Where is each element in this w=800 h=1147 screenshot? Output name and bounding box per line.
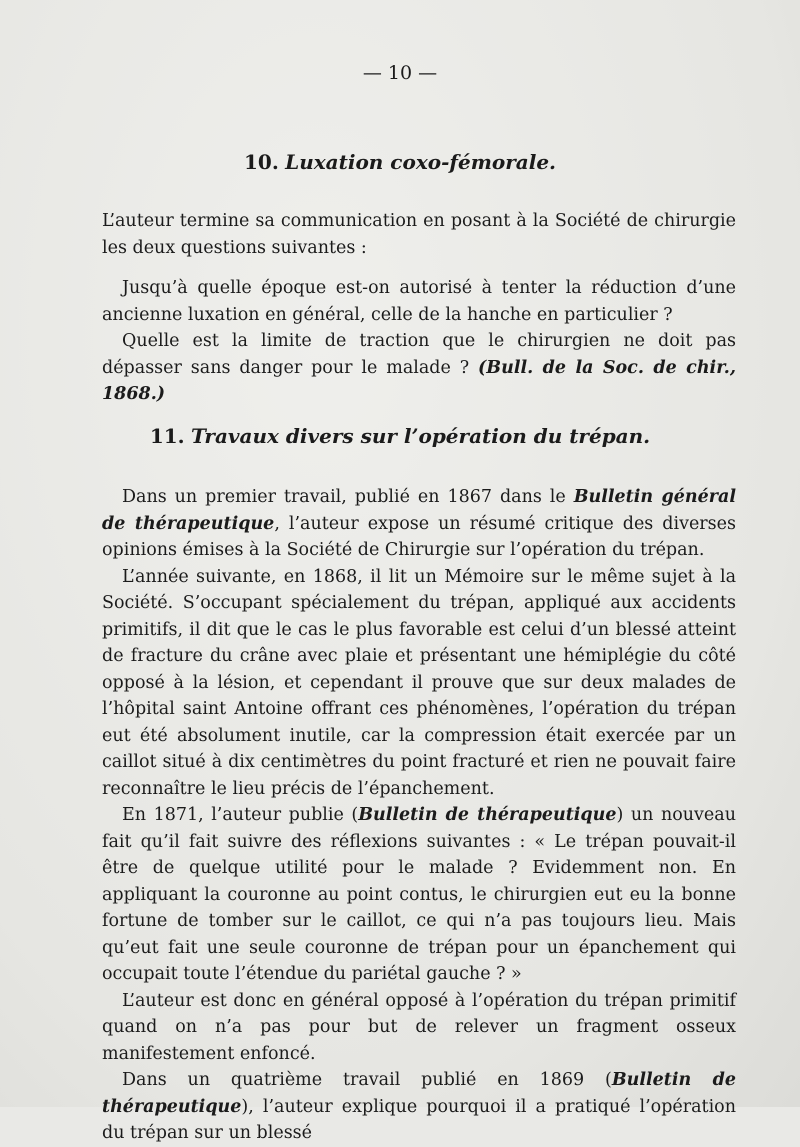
section-11-number: 11. [149, 424, 185, 448]
section-11-title: Travaux divers sur l’opération du trépan. [191, 424, 651, 448]
section-11-p5-a: Dans un quatrième travail publié en 1869 ( [122, 1070, 612, 1090]
section-11-body [102, 484, 736, 1147]
section-11-p1-citation: Bulletin général de thérapeutique [102, 487, 736, 534]
section-10-questions [102, 275, 736, 408]
section-10-paragraph-1: L’auteur termine sa communication en posant à la Société de chirurgie les deux questions suivantes : [102, 211, 736, 258]
section-11-paragraph-1 [102, 484, 736, 564]
section-10-paragraph-2: Jusqu’à quelle époque est-on autorisé à tenter la réduction d’une ancienne luxation en général, celle de la hanche en particulier ? [102, 278, 736, 325]
section-11-p1-a: Dans un premier travail, publié en 1867 dans le [122, 487, 574, 507]
section-10-paragraph-3 [102, 328, 736, 408]
section-10-number: 10. [243, 150, 279, 174]
section-10-title: Luxation coxo-fémorale. [285, 150, 556, 174]
section-11-heading [0, 424, 800, 448]
section-10-citation: (Bull. de la Soc. de chir., 1868.) [102, 357, 736, 404]
section-11-p5-b: ), l’auteur explique pourquoi il a pratiqué l’opération du trépan sur un blessé [102, 1096, 736, 1143]
section-11-p5-citation: Bulletin de thérapeutique [102, 1070, 736, 1117]
section-10-heading [0, 150, 800, 174]
section-11-p1-b: , l’auteur expose un résumé critique des diverses opinions émises à la Société de Chirurgie sur l’opération du trépan. [102, 513, 736, 560]
section-11-p3-a: En 1871, l’auteur publie ( [122, 805, 359, 825]
section-11-p3-b: ) un nouveau fait qu’il fait suivre des réflexions suivantes : « Le trépan pouvait-il être de quelque utilité pour le malade ? Evidemment non. En appliquant la couronne au point contus, le chirurgien eut eu la bonne fortune de tomber sur le caillot, ce qui n’a pas toujours lieu. Mais qu’eut fait une seule couronne de trépan pour un épanchement qui occupait toute l’étendue du pariétal gauche ? » [102, 805, 736, 984]
section-11-paragraph-4: L’auteur est donc en général opposé à l’opération du trépan primitif quand on n’a pas pour but de relever un fragment osseux manifestement enfoncé. [102, 990, 736, 1064]
section-11-paragraph-3 [102, 802, 736, 988]
section-10-body [102, 208, 736, 261]
section-10-p3-text: Quelle est la limite de traction que le chirurgien ne doit pas dépasser sans danger pour le malade ? [102, 331, 736, 378]
page-number: — 10 — [362, 62, 438, 84]
section-11-p3-citation: Bulletin de thérapeutique [358, 805, 617, 825]
section-11-paragraph-2: L’année suivante, en 1868, il lit un Mémoire sur le même sujet à la Société. S’occupant spécialement du trépan, appliqué aux accidents primitifs, il dit que le cas le plus favorable est celui d’un blessé atteint de fracture du crâne avec plaie et présentant une hémiplégie du côté opposé à la lésion, et cependant il prouve que sur deux malades de l’hôpital saint Antoine offrant ces phénomènes, l’opération du trépan eut été absolument inutile, car la compression était exercée par un caillot situé à dix centimètres du point fracturé et rien ne pouvait faire reconnaître le lieu précis de l’épanchement. [102, 566, 736, 799]
